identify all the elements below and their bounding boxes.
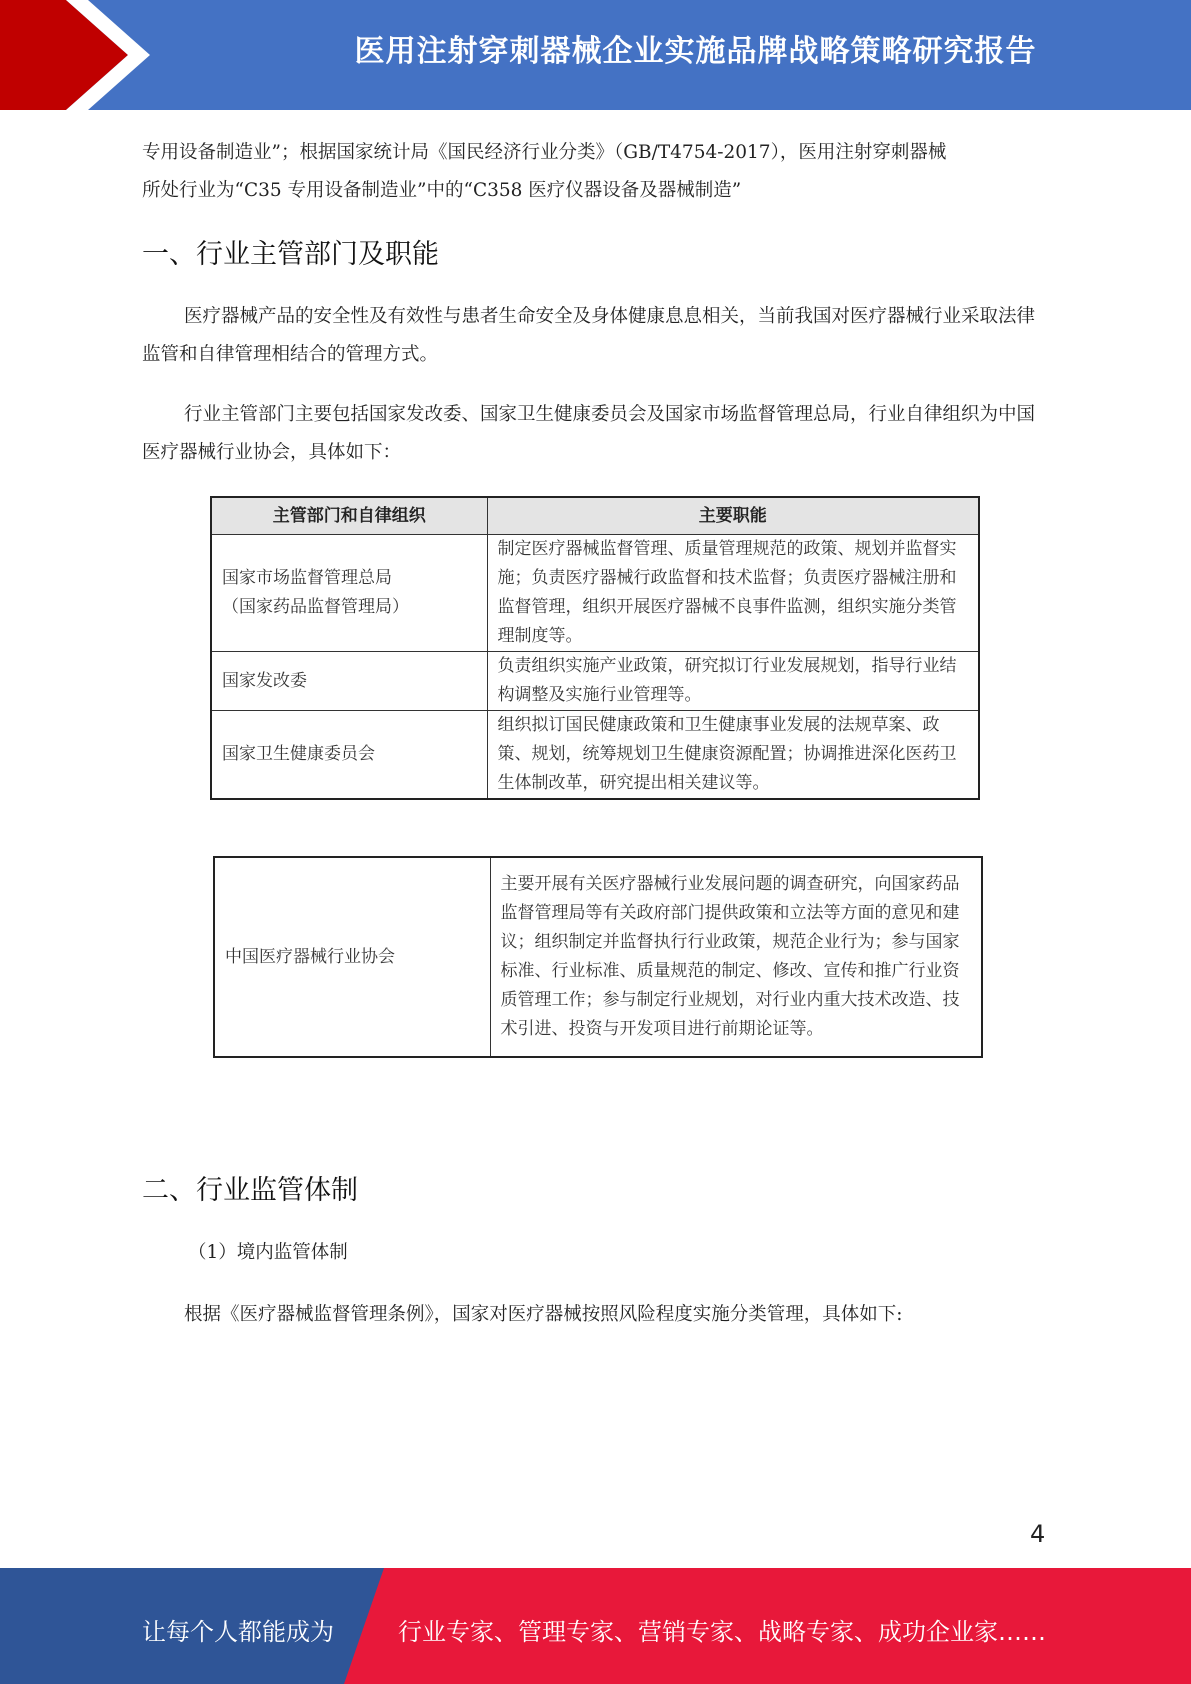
table-row bbox=[211, 711, 979, 800]
intro-line-2: 所处行业为“C35 专用设备制造业”中的“C358 医疗仪器设备及器械制造” bbox=[142, 180, 742, 201]
table-row bbox=[214, 857, 982, 1057]
table-cell-org: 中国医疗器械行业协会 bbox=[214, 857, 490, 1057]
industry-association-table bbox=[213, 856, 983, 1058]
table-header-row bbox=[211, 497, 979, 535]
intro-line-1: 专用设备制造业”；根据国家统计局《国民经济行业分类》（GB/T4754-2017），医用注射穿刺器械 bbox=[142, 142, 947, 163]
regulator-duties-table bbox=[210, 496, 980, 800]
table-cell-duty: 制定医疗器械监督管理、质量管理规范的政策、规划并监督实施；负责医疗器械行政监督和技术监督；负责医疗器械注册和监督管理，组织开展医疗器械不良事件监测，组织实施分类管理制度等。 bbox=[487, 535, 979, 652]
table-cell-duty: 主要开展有关医疗器械行业发展问题的调查研究，向国家药品监督管理局等有关政府部门提供政策和立法等方面的意见和建议；组织制定并监督执行行业政策，规范企业行为；参与国家标准、行业标准、质量规范的制定、修改、宣传和推广行业资质管理工作；参与制定行业规划，对行业内重大技术改造、技术引进、投资与开发项目进行前期论证等。 bbox=[490, 857, 982, 1057]
footer-slogan-left: 让每个人都能成为 bbox=[142, 1618, 334, 1646]
page-number: 4 bbox=[1030, 1520, 1046, 1548]
section-1-paragraph-1: 医疗器械产品的安全性及有效性与患者生命安全及身体健康息息相关，当前我国对医疗器械行业采取法律监管和自律管理相结合的管理方式。 bbox=[142, 306, 1036, 365]
section-1-heading: 一、行业主管部门及职能 bbox=[142, 239, 439, 270]
report-title: 医用注射穿刺器械企业实施品牌战略策略研究报告 bbox=[354, 34, 1037, 69]
table-header-org: 主管部门和自律组织 bbox=[211, 497, 487, 535]
table-cell-duty: 负责组织实施产业政策，研究拟订行业发展规划，指导行业结构调整及实施行业管理等。 bbox=[487, 652, 979, 711]
page-footer bbox=[0, 1568, 1191, 1684]
table-cell-org: 国家市场监督管理总局 （国家药品监督管理局） bbox=[211, 535, 487, 652]
table-header-duty: 主要职能 bbox=[487, 497, 979, 535]
table-cell-org: 国家卫生健康委员会 bbox=[211, 711, 487, 800]
intro-paragraph bbox=[142, 134, 1052, 210]
section-2-subheading: （1）境内监管体制 bbox=[188, 1242, 348, 1263]
section-2-paragraph: 根据《医疗器械监督管理条例》，国家对医疗器械按照风险程度实施分类管理，具体如下: bbox=[184, 1304, 903, 1325]
table-row bbox=[211, 652, 979, 711]
footer-slogan-right: 行业专家、管理专家、营销专家、战略专家、成功企业家…… bbox=[398, 1618, 1046, 1646]
table-cell-org: 国家发改委 bbox=[211, 652, 487, 711]
table-cell-duty: 组织拟订国民健康政策和卫生健康事业发展的法规草案、政策、规划，统筹规划卫生健康资源配置；协调推进深化医药卫生体制改革，研究提出相关建议等。 bbox=[487, 711, 979, 800]
page-header bbox=[0, 0, 1191, 110]
section-2-heading: 二、行业监管体制 bbox=[142, 1175, 358, 1206]
table-row bbox=[211, 535, 979, 652]
section-1-paragraph-2: 行业主管部门主要包括国家发改委、国家卫生健康委员会及国家市场监督管理总局，行业自律组织为中国医疗器械行业协会，具体如下： bbox=[142, 404, 1036, 463]
